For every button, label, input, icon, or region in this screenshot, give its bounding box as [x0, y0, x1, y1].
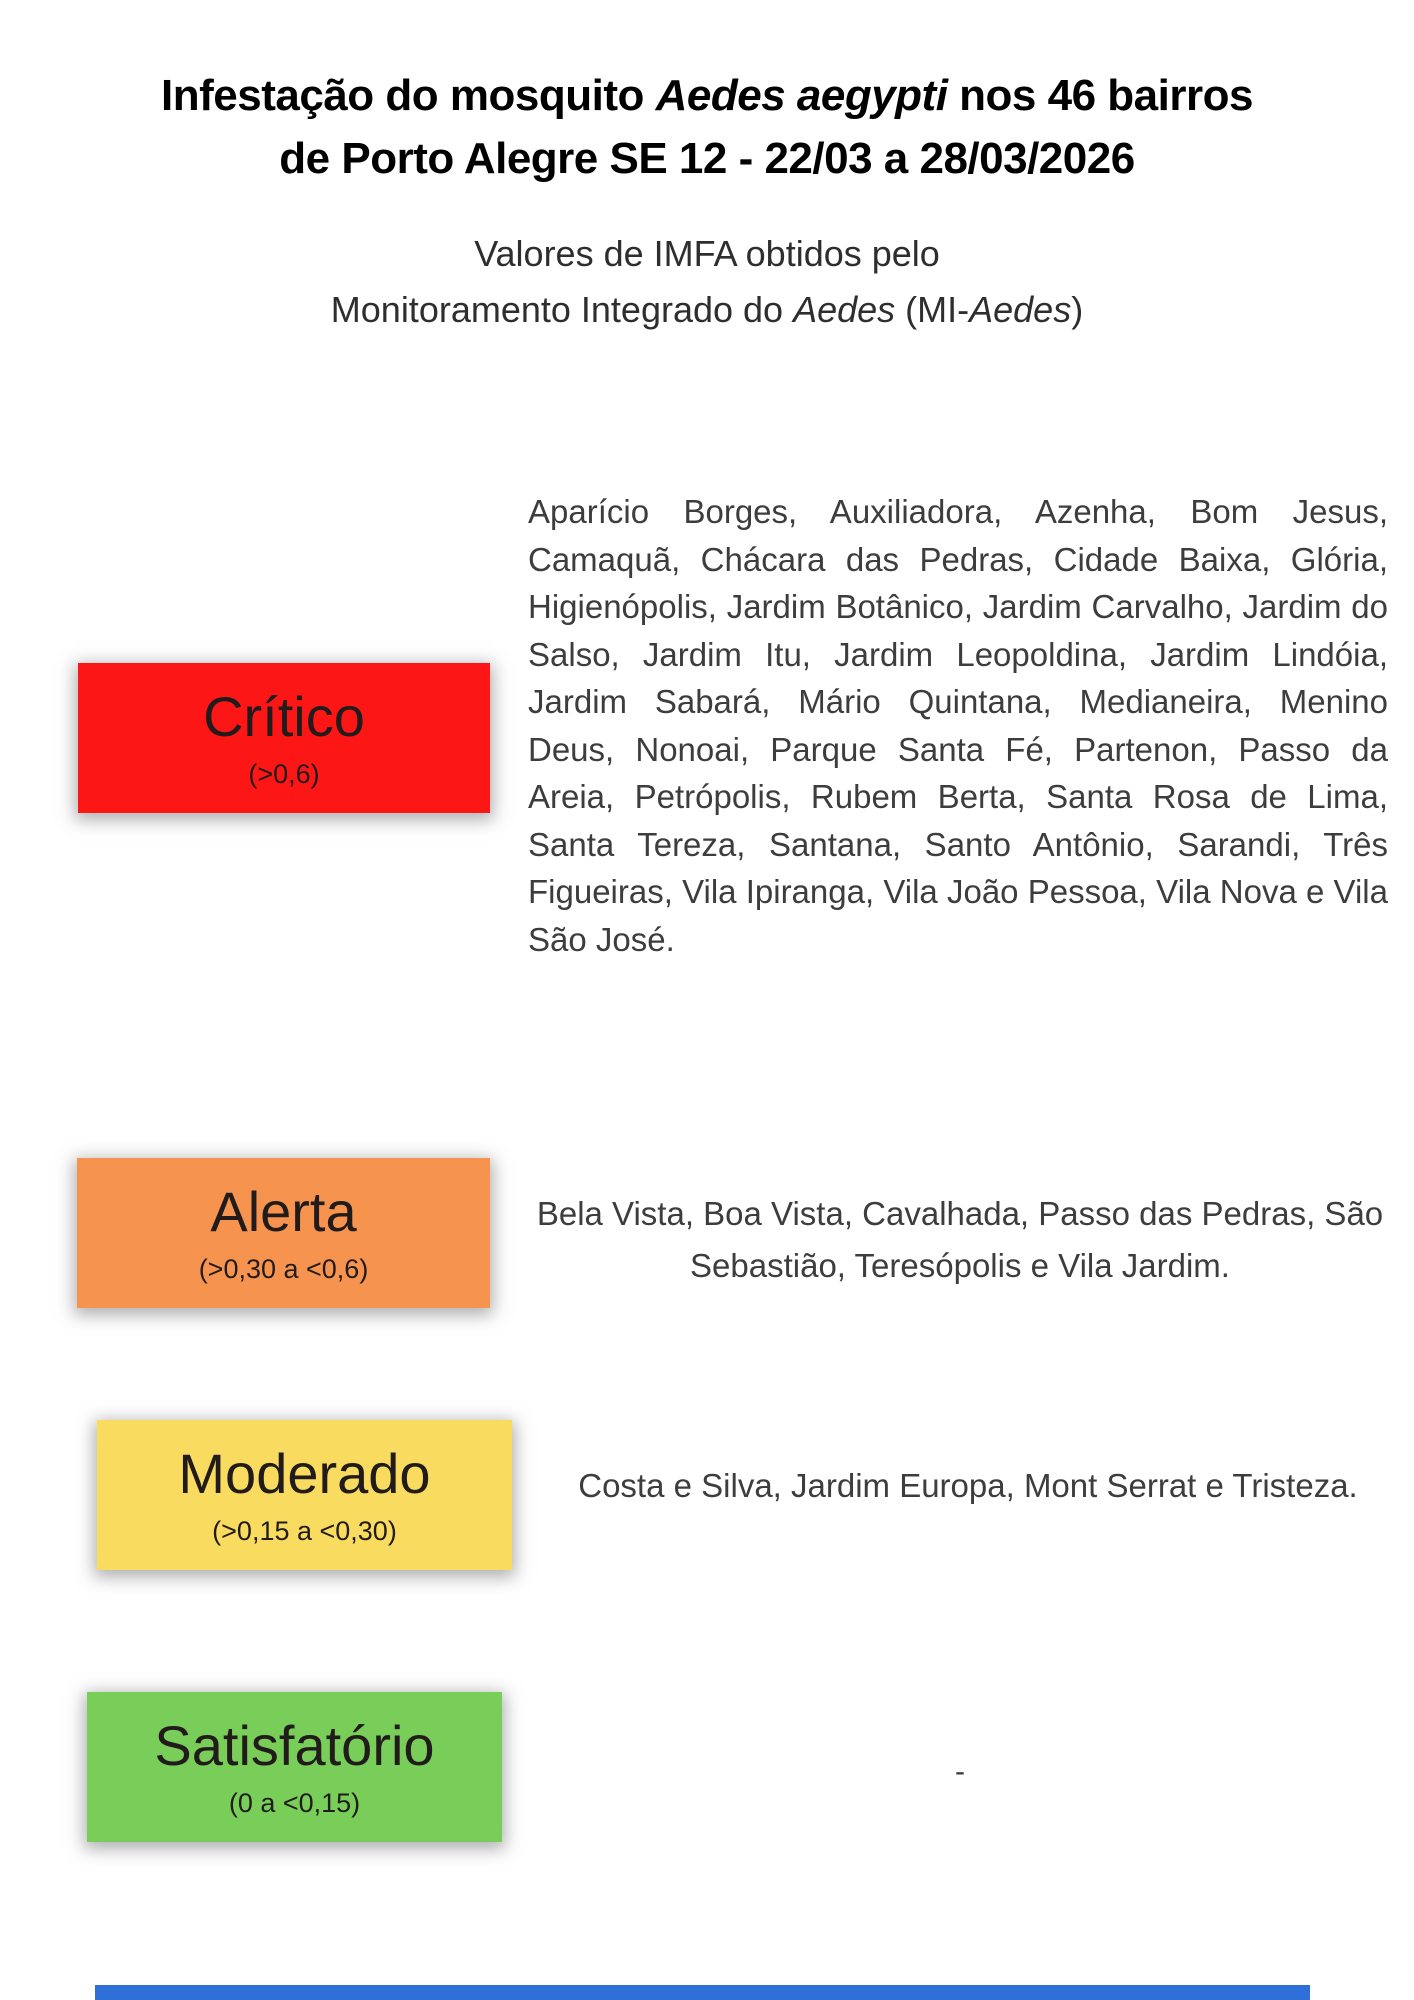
neighborhood-list-critico: Aparício Borges, Auxiliadora, Azenha, Bom Jesus, Camaquã, Chácara das Pedras, Cidade Baixa, Glória, Higienópolis, Jardim Botânico, Jardim Carvalho, Jardim do Salso, Jardim Itu, Jardim Leopoldina, Jardim Lindóia, Jardim Sabará, Mário Quintana, Medianeira, Menino Deus, Nonoai, Parque Santa Fé, Partenon, Passo da Areia, Petrópolis, Rubem Berta, Santa Rosa de Lima, Santa Tereza, Santana, Santo Antônio, Sarandi, Três Figueiras, Vila Ipiranga, Vila João Pessoa, Vila Nova e Vila São José.: [528, 493, 1388, 958]
subtitle-line1: Valores de IMFA obtidos pelo: [474, 233, 940, 274]
neighborhood-list-moderado: Costa e Silva, Jardim Europa, Mont Serrat e Tristeza.: [578, 1467, 1358, 1504]
neighborhood-list-satisfatorio: -: [955, 1755, 965, 1788]
neighborhood-list-alerta: Bela Vista, Boa Vista, Cavalhada, Passo das Pedras, São Sebastião, Teresópolis e Vila Jardim.: [536, 1195, 1384, 1284]
category-range-satisfatorio: (0 a <0,15): [228, 1787, 361, 1818]
category-box-satisfatorio: [87, 1692, 502, 1842]
category-box-alerta: [77, 1158, 490, 1308]
title-line1: Infestação do mosquito Aedes aegypti nos 46 bairros: [161, 71, 1253, 120]
category-range-moderado: (>0,15 a <0,30): [212, 1515, 397, 1546]
subtitle-line2: Monitoramento Integrado do Aedes (MI-Aedes): [330, 289, 1084, 330]
page-subtitle: [0, 226, 1414, 338]
category-box-moderado: [97, 1420, 512, 1570]
footer-blue-bar: [95, 1985, 1310, 2000]
category-label-satisfatorio: Satisfatório: [154, 1714, 435, 1778]
title-line2: de Porto Alegre SE 12 - 22/03 a 28/03/2026: [279, 134, 1135, 183]
category-label-moderado: Moderado: [178, 1442, 431, 1506]
page-title: [0, 64, 1414, 190]
category-range-critico: (>0,6): [248, 758, 320, 789]
category-label-critico: Crítico: [203, 685, 365, 749]
category-label-alerta: Alerta: [210, 1180, 357, 1244]
category-range-alerta: (>0,30 a <0,6): [198, 1253, 369, 1284]
category-box-critico: [78, 663, 490, 813]
